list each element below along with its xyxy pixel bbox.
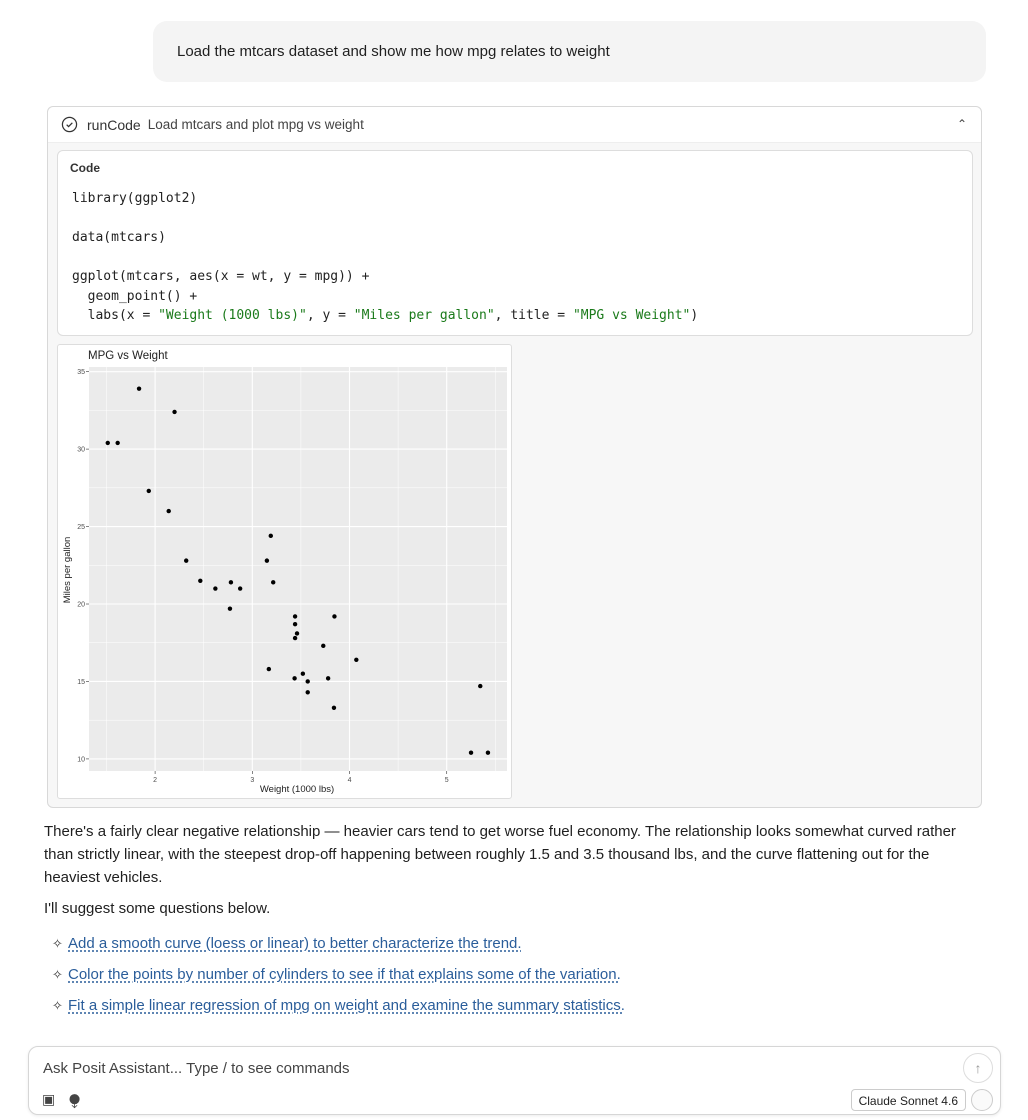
data-point <box>267 667 271 671</box>
x-axis-label: Weight (1000 lbs) <box>259 784 335 795</box>
response-paragraph: I'll suggest some questions below. <box>44 900 271 917</box>
suggestion-link[interactable]: Color the points by number of cylinders to see if that explains some of the variation. <box>68 966 621 983</box>
data-point <box>293 622 297 626</box>
tool-call-panel <box>47 106 982 808</box>
model-selector[interactable]: Claude Sonnet 4.6 <box>851 1089 966 1111</box>
response-paragraph: There's a fairly clear negative relationship — heavier cars tend to get worse fuel economy. The relationship looks somewhat curved rather than strictly linear, with the steepest drop-off happening between roughly 1.5 and 3.5 thousand lbs, and the curve flattening out for the heaviest vehicles. <box>44 823 956 886</box>
y-tick-label: 35 <box>77 369 85 377</box>
tool-description: Load mtcars and plot mpg vs weight <box>147 117 364 132</box>
y-tick-label: 10 <box>77 756 85 764</box>
data-point <box>184 558 188 562</box>
data-point <box>293 636 297 640</box>
assistant-response <box>44 820 984 1021</box>
data-point <box>265 558 269 562</box>
context-usage-indicator <box>971 1089 993 1111</box>
data-point <box>228 606 232 610</box>
check-circle-icon <box>61 116 78 133</box>
data-point <box>271 580 275 584</box>
data-point <box>295 631 299 635</box>
suggestion-item[interactable] <box>44 959 984 990</box>
data-point <box>167 509 171 513</box>
x-tick-label: 2 <box>153 777 158 784</box>
code-text: library(ggplot2) data(mtcars) ggplot(mtcars, aes(x = wt, y = mpg)) + geom_point() + labs(x = "Weight (1000 lbs)", y = "Miles per gallon", title = "MPG vs Weight") <box>72 191 699 323</box>
plot-output <box>57 344 512 799</box>
y-tick-label: 30 <box>77 446 85 454</box>
y-axis-label: Miles per gallon <box>62 536 73 604</box>
data-point <box>469 751 473 755</box>
user-message: Load the mtcars dataset and show me how mpg relates to weight <box>153 21 986 82</box>
data-point <box>172 410 176 414</box>
data-point <box>301 672 305 676</box>
send-arrow-icon[interactable]: ↑ <box>963 1053 993 1083</box>
x-tick-label: 5 <box>444 777 449 784</box>
data-point <box>213 586 217 590</box>
data-point <box>198 579 202 583</box>
tool-name: runCode <box>87 116 141 133</box>
chat-input[interactable] <box>28 1046 1001 1115</box>
y-tick-label: 20 <box>77 601 85 609</box>
data-point <box>147 489 151 493</box>
sparkle-icon: ✧ <box>52 967 63 982</box>
data-point <box>478 684 482 688</box>
data-point <box>238 586 242 590</box>
data-point <box>106 441 110 445</box>
suggestion-link[interactable]: Add a smooth curve (loess or linear) to better characterize the trend. <box>68 935 522 952</box>
data-point <box>354 658 358 662</box>
code-block <box>57 150 973 336</box>
x-tick-label: 4 <box>347 777 352 784</box>
data-point <box>486 751 490 755</box>
suggestion-item[interactable] <box>44 990 984 1021</box>
context-icon[interactable]: ▣ <box>42 1091 56 1107</box>
suggestion-item[interactable] <box>44 928 984 959</box>
suggestion-link[interactable]: Fit a simple linear regression of mpg on weight and examine the summary statistics. <box>68 997 625 1014</box>
chevron-up-icon[interactable]: ⌃ <box>956 117 967 131</box>
data-point <box>332 614 336 618</box>
data-point <box>269 534 273 538</box>
data-point <box>293 614 297 618</box>
data-point <box>306 679 310 683</box>
data-point <box>326 676 330 680</box>
plot-panel <box>89 367 507 771</box>
tool-call-header[interactable] <box>48 107 981 143</box>
sparkle-icon: ✧ <box>52 936 63 951</box>
mic-off-icon[interactable]: ⧭ <box>69 1091 81 1107</box>
data-point <box>137 386 141 390</box>
chat-input-placeholder[interactable]: Ask Posit Assistant... Type / to see commands <box>43 1060 350 1077</box>
chart-title: MPG vs Weight <box>88 350 168 362</box>
data-point <box>332 706 336 710</box>
y-tick-label: 25 <box>77 524 85 532</box>
code-label: Code <box>70 161 100 175</box>
y-tick-label: 15 <box>77 678 85 686</box>
data-point <box>321 644 325 648</box>
x-tick-label: 3 <box>250 777 255 784</box>
data-point <box>306 690 310 694</box>
sparkle-icon: ✧ <box>52 998 63 1013</box>
data-point <box>292 676 296 680</box>
scatter-chart <box>58 345 511 798</box>
data-point <box>229 580 233 584</box>
data-point <box>115 441 119 445</box>
